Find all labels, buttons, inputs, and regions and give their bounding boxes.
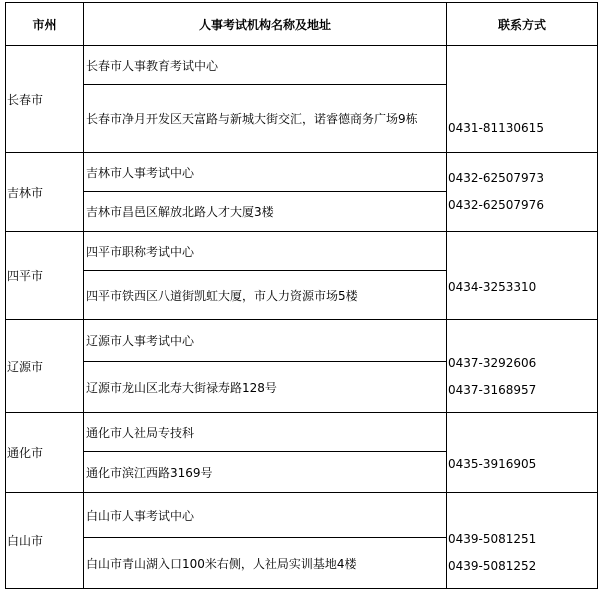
org-name-cell: 长春市人事教育考试中心 (84, 46, 447, 85)
org-address-cell: 辽源市龙山区北寿大街禄寿路128号 (84, 362, 447, 413)
contact-cell (447, 232, 598, 320)
phone-number: 0437-3168957 (448, 383, 537, 397)
exam-institution-table (5, 2, 598, 589)
org-name-cell: 通化市人社局专技科 (84, 413, 447, 452)
phone-number: 0439-5081251 (448, 532, 537, 546)
city-cell: 长春市 (6, 46, 84, 153)
phone-number: 0437-3292606 (448, 356, 537, 370)
header-org: 人事考试机构名称及地址 (84, 3, 447, 46)
city-cell: 白山市 (6, 493, 84, 589)
city-cell: 通化市 (6, 413, 84, 493)
org-name-cell: 吉林市人事考试中心 (84, 153, 447, 192)
contact-cell (447, 493, 598, 589)
table-row (6, 153, 598, 192)
org-name-cell: 辽源市人事考试中心 (84, 320, 447, 362)
org-address-cell: 通化市滨江西路3169号 (84, 452, 447, 493)
phone-number: 0431-81130615 (448, 121, 544, 135)
table-header-row (6, 3, 598, 46)
org-name-cell: 四平市职称考试中心 (84, 232, 447, 271)
phone-number: 0439-5081252 (448, 559, 537, 573)
city-cell: 辽源市 (6, 320, 84, 413)
table-row (6, 320, 598, 362)
header-city: 市州 (6, 3, 84, 46)
city-cell: 四平市 (6, 232, 84, 320)
table-row (6, 46, 598, 85)
phone-number: 0435-3916905 (448, 457, 537, 471)
contact-cell (447, 320, 598, 413)
phone-number: 0432-62507976 (448, 198, 544, 212)
contact-cell (447, 413, 598, 493)
table-row (6, 232, 598, 271)
org-address-cell: 四平市铁西区八道街凯虹大厦，市人力资源市场5楼 (84, 271, 447, 320)
table-row (6, 493, 598, 538)
city-cell: 吉林市 (6, 153, 84, 232)
org-address-cell: 吉林市昌邑区解放北路人才大厦3楼 (84, 192, 447, 232)
phone-number: 0434-3253310 (448, 280, 537, 294)
phone-number: 0432-62507973 (448, 171, 544, 185)
contact-cell (447, 153, 598, 232)
org-name-cell: 白山市人事考试中心 (84, 493, 447, 538)
header-contact: 联系方式 (447, 3, 598, 46)
table-row (6, 413, 598, 452)
org-address-cell: 白山市青山湖入口100米右侧，人社局实训基地4楼 (84, 538, 447, 589)
org-address-cell: 长春市净月开发区天富路与新城大街交汇，诺睿德商务广场9栋 (84, 85, 447, 153)
contact-cell (447, 46, 598, 153)
